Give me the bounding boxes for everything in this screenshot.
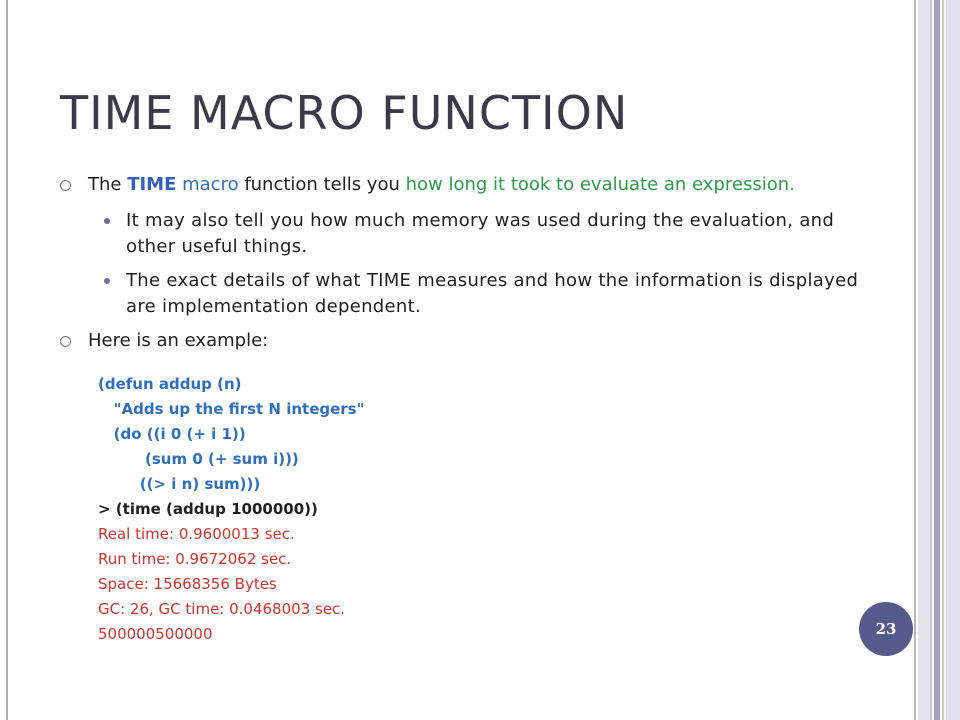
subbullet-text: It may also tell you how much memory was used during the evaluation, and other useful things. xyxy=(126,210,835,257)
code-line: (defun addup (n) xyxy=(98,375,242,393)
code-line: (do ((i 0 (+ i 1)) xyxy=(98,425,246,443)
subbullet-memory xyxy=(60,208,880,260)
hollow-bullet-icon xyxy=(60,180,71,191)
code-line: (sum 0 (+ sum i))) xyxy=(98,450,299,468)
slide-number-badge: 23 xyxy=(859,602,913,656)
bullet-text-highlight: how long it took to evaluate an expression. xyxy=(405,174,795,195)
output-line: Space: 15668356 Bytes xyxy=(98,575,277,593)
deco-bar xyxy=(914,0,916,720)
bullet-time-description xyxy=(60,172,880,198)
right-decoration-bars xyxy=(914,0,960,720)
filled-bullet-icon xyxy=(104,218,110,224)
left-border-line xyxy=(6,0,8,720)
time-keyword: TIME xyxy=(127,174,177,195)
deco-bar xyxy=(930,0,932,720)
slide-title: TIME MACRO FUNCTION xyxy=(60,86,629,140)
bullet-text-middle: function tells you xyxy=(238,174,406,195)
code-line: "Adds up the first N integers" xyxy=(98,400,365,418)
left-border xyxy=(0,0,10,720)
subbullet-implementation xyxy=(60,268,880,320)
code-line: ((> i n) sum))) xyxy=(98,475,261,493)
macro-word: macro xyxy=(176,174,239,195)
output-line: 500000500000 xyxy=(98,625,213,643)
deco-bar xyxy=(918,0,930,720)
deco-bar xyxy=(946,0,960,720)
code-example xyxy=(98,372,364,647)
deco-bar xyxy=(942,0,944,720)
output-line: Run time: 0.9672062 sec. xyxy=(98,550,292,568)
output-line: GC: 26, GC time: 0.0468003 sec. xyxy=(98,600,346,618)
bullet-example xyxy=(60,328,880,354)
bullet-text-prefix: The xyxy=(88,174,128,195)
deco-bar xyxy=(934,0,940,720)
slide-content xyxy=(60,172,880,364)
bullet-text: Here is an example: xyxy=(88,330,269,351)
output-line: Real time: 0.9600013 sec. xyxy=(98,525,295,543)
filled-bullet-icon xyxy=(104,278,110,284)
hollow-bullet-icon xyxy=(60,336,71,347)
repl-prompt-line: > (time (addup 1000000)) xyxy=(98,500,318,518)
subbullet-text: The exact details of what TIME measures and how the information is displayed are implementation dependent. xyxy=(126,270,859,317)
